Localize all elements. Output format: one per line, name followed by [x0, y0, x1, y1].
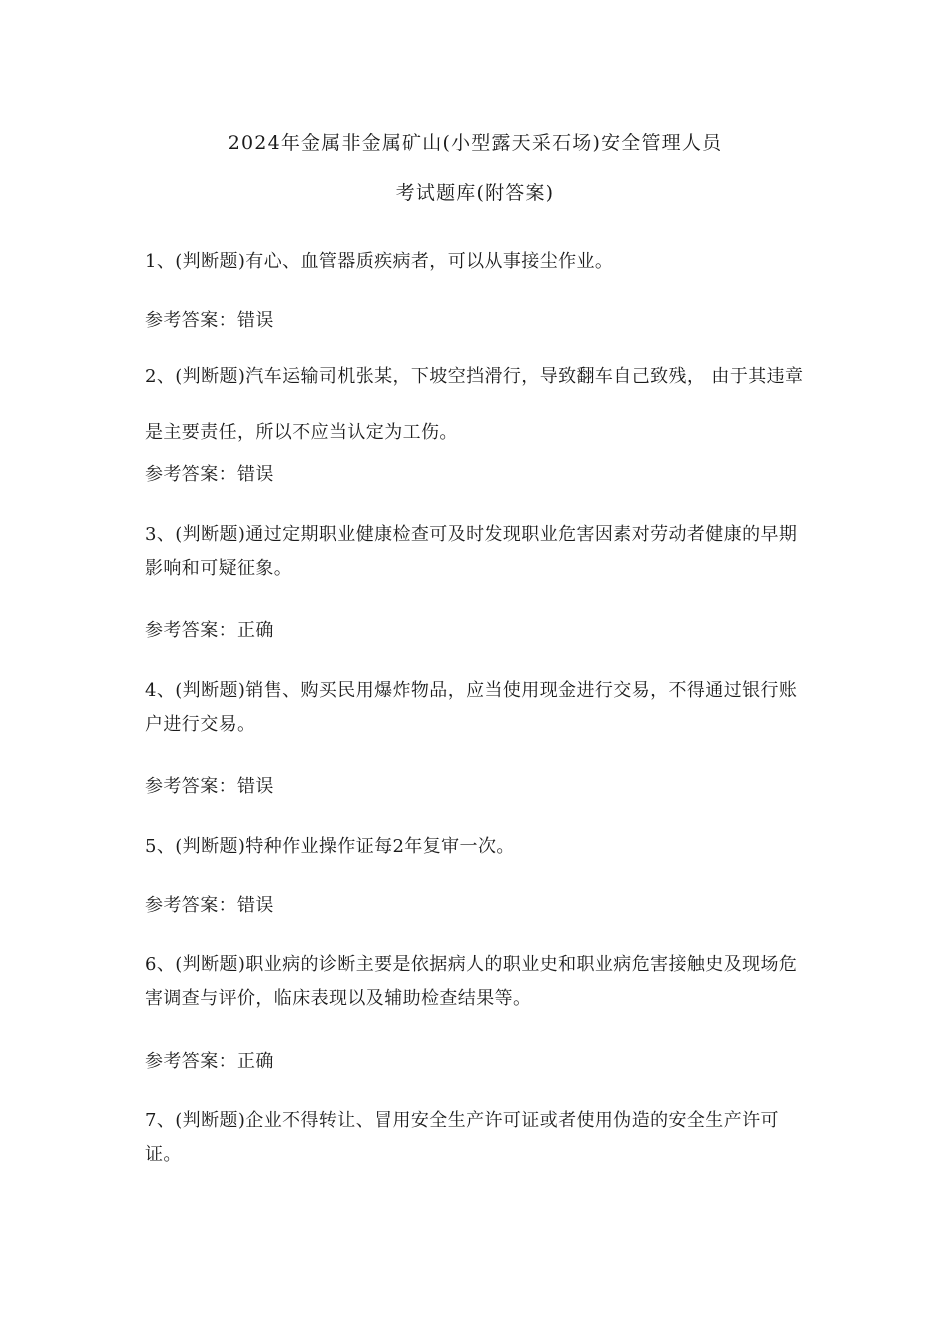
question-5: 5、(判断题)特种作业操作证每2年复审一次。	[145, 836, 515, 857]
question-1: 1、(判断题)有心、血管器质疾病者，可以从事接尘作业。	[145, 251, 614, 272]
answer-6: 参考答案：正确	[145, 1051, 274, 1072]
document-title-line-1: 2024年金属非金属矿山(小型露天采石场)安全管理人员	[227, 132, 723, 154]
question-4: 4、(判断题)销售、购买民用爆炸物品，应当使用现金进行交易，不得通过银行账户进行交易。	[145, 680, 798, 735]
answer-1: 参考答案：错误	[145, 310, 274, 331]
answer-4: 参考答案：错误	[145, 776, 274, 797]
question-6: 6、(判断题)职业病的诊断主要是依据病人的职业史和职业病危害接触史及现场危害调查与评价，临床表现以及辅助检查结果等。	[145, 954, 798, 1009]
answer-3: 参考答案：正确	[145, 620, 274, 641]
answer-5: 参考答案：错误	[145, 895, 274, 916]
question-2: 2、(判断题)汽车运输司机张某，下坡空挡滑行，导致翻车自己致残， 由于其违章是主要责任，所以不应当认定为工伤。	[145, 366, 804, 443]
question-7: 7、(判断题)企业不得转让、冒用安全生产许可证或者使用伪造的安全生产许可证。	[145, 1110, 779, 1165]
document-title-line-2: 考试题库(附答案)	[395, 182, 555, 204]
answer-2: 参考答案：错误	[145, 464, 274, 485]
question-3: 3、(判断题)通过定期职业健康检查可及时发现职业危害因素对劳动者健康的早期影响和可疑征象。	[145, 524, 798, 579]
